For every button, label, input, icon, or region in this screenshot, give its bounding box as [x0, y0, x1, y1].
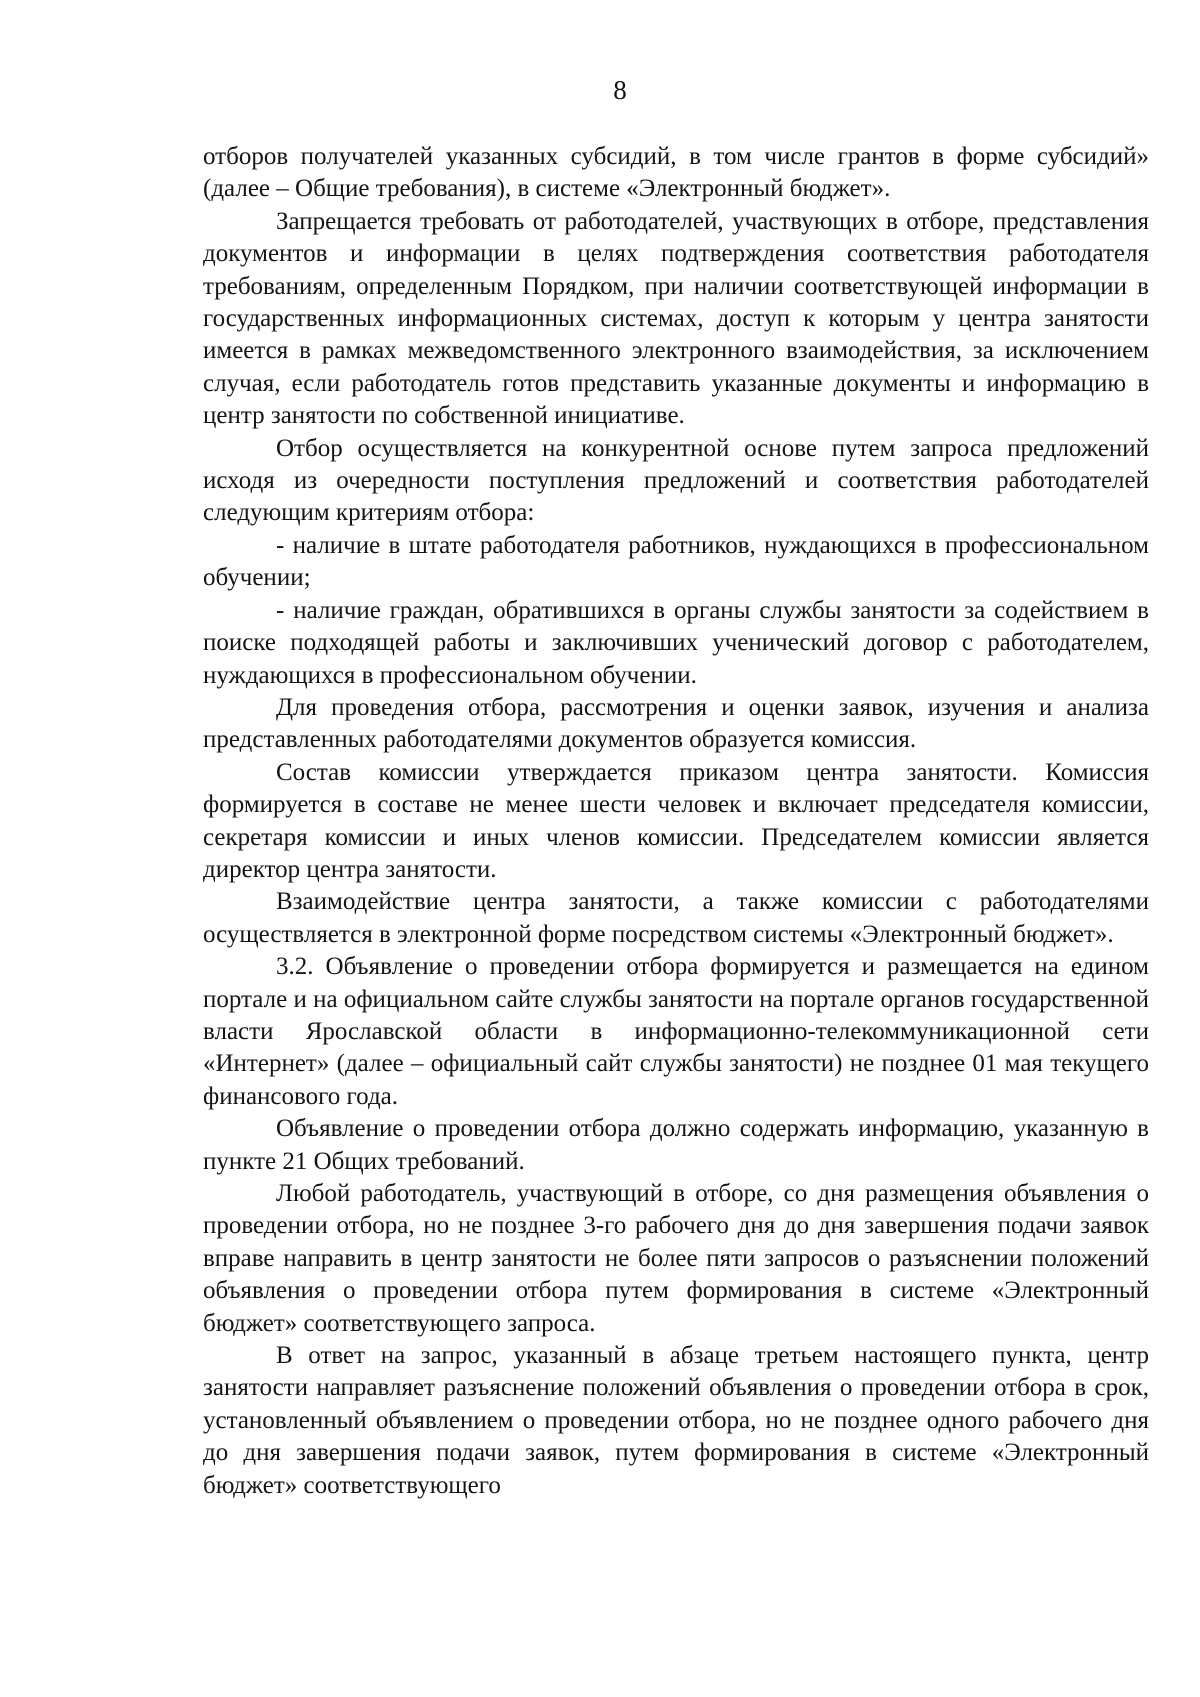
paragraph-announcement-content: Объявление о проведении отбора должно содержать информацию, указанную в пункте 21 Общих требований.: [203, 1115, 1149, 1175]
paragraph-electronic-interaction: Взаимодействие центра занятости, а также комиссии с работодателями осуществляется в электронной форме посредством системы «Электронный бюджет».: [203, 888, 1149, 948]
paragraph-commission-composition: Состав комиссии утверждается приказом центра занятости. Комиссия формируется в составе не менее шести человек и включает председателя комиссии, секретаря комиссии и иных членов комиссии. Председателем комиссии является директор центра занятости.: [203, 758, 1149, 883]
paragraph-clarification-requests: Любой работодатель, участвующий в отборе, со дня размещения объявления о проведении отбора, но не позднее 3-го рабочего дня до дня завершения подачи заявок вправе направить в центр занятости не более пяти запросов о разъяснении положений объявления о проведении отбора путем формирования в системе «Электронный бюджет» соответствующего запроса.: [203, 1180, 1149, 1337]
paragraph-continuation: отборов получателей указанных субсидий, в том числе грантов в форме субсидий» (далее – Общие требования), в системе «Электронный бюджет».: [203, 143, 1149, 203]
paragraph-commission-purpose: Для проведения отбора, рассмотрения и оценки заявок, изучения и анализа представленных работодателями документов образуется комиссия.: [203, 693, 1149, 754]
document-body: [203, 141, 1149, 1502]
criteria-item-2: - наличие граждан, обратившихся в органы службы занятости за содействием в поиске подходящей работы и заключивших ученический договор с работодателем, нуждающихся в профессиональном обучении.: [203, 596, 1149, 689]
paragraph-3-2-announcement: 3.2. Объявление о проведении отбора формируется и размещается на едином портале и на официальном сайте службы занятости на портале органов государственной власти Ярославской области в информационно-телекоммуникационной сети «Интернет» (далее – официальный сайт службы занятости) не позднее 01 мая текущего финансового года.: [203, 953, 1149, 1110]
paragraph-selection-basis: Отбор осуществляется на конкурентной основе путем запроса предложений исходя из очередности поступления предложений и соответствия работодателей следующим критериям отбора:: [203, 434, 1149, 527]
paragraph-clarification-response: В ответ на запрос, указанный в абзаце третьем настоящего пункта, центр занятости направляет разъяснение положений объявления о проведении отбора в срок, установленный объявлением о проведении отбора, но не позднее одного рабочего дня до дня завершения подачи заявок, путем формирования в системе «Электронный бюджет» соответствующего: [203, 1342, 1149, 1499]
criteria-item-1: - наличие в штате работодателя работников, нуждающихся в профессиональном обучении;: [203, 531, 1149, 592]
paragraph-document-requirements: Запрещается требовать от работодателей, участвующих в отборе, представления документов и информации в целях подтверждения соответствия работодателя требованиям, определенным Порядком, при наличии соответствующей информации в государственных информационных системах, доступ к которым у центра занятости имеется в рамках межведомственного электронного взаимодействия, за исключением случая, если работодатель готов представить указанные документы и информацию в центр занятости по собственной инициативе.: [203, 207, 1149, 430]
page-number: 8: [613, 75, 627, 105]
